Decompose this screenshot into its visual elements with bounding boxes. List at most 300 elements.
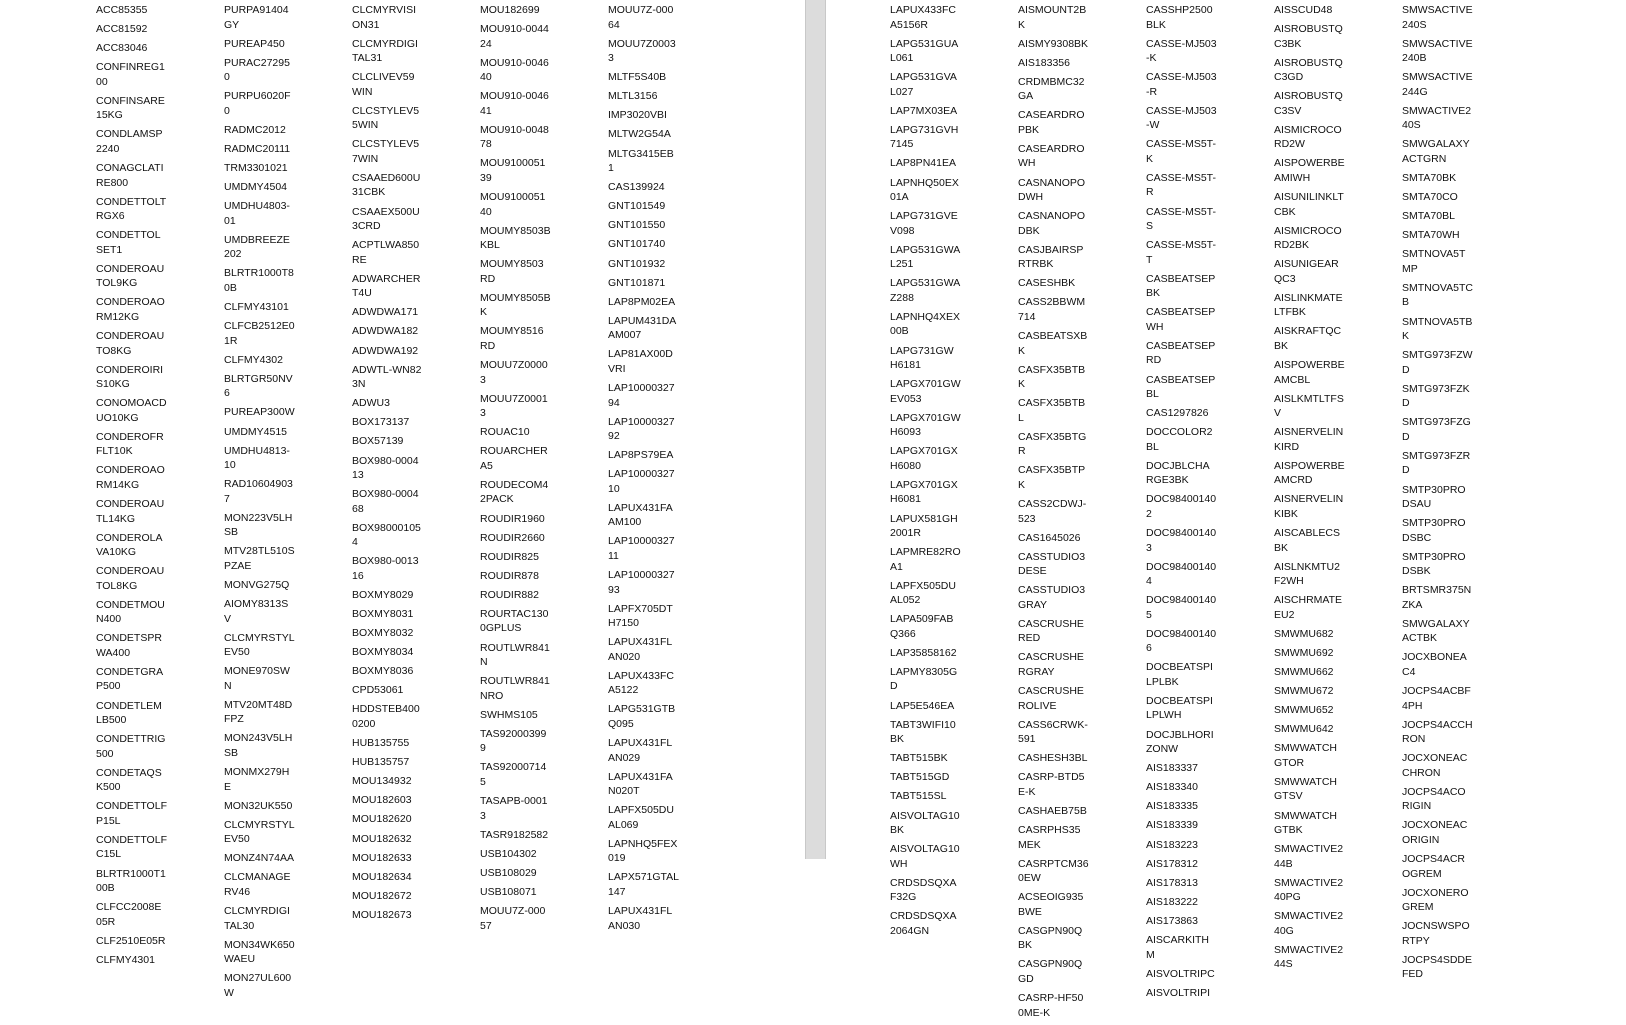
page1-column-1 bbox=[96, 3, 167, 972]
code-entry: CASEARDROWH bbox=[1018, 142, 1085, 170]
code-entry: ACPTLWA850RE bbox=[352, 239, 420, 266]
code-entry: CLCMYRVISION31 bbox=[352, 4, 416, 31]
code-entry: AISUNIGEARQC3 bbox=[1274, 258, 1339, 285]
code-entry: SMWMU692 bbox=[1274, 646, 1334, 659]
code-entry: CLFCB2512E01R bbox=[224, 320, 295, 347]
code-entry: SMWWATCHGTBK bbox=[1274, 809, 1337, 837]
code-entry: MONZ4N74AA bbox=[224, 852, 295, 865]
code-entry: LAPGX701GWH6093 bbox=[890, 411, 961, 439]
code-entry: CASBEATSEPBK bbox=[1146, 272, 1216, 300]
code-entry: SMWMU652 bbox=[1274, 704, 1334, 717]
code-entry: CLFMY4302 bbox=[224, 353, 283, 366]
code-entry: SMWMU672 bbox=[1274, 685, 1334, 698]
code-entry: MLTL3156 bbox=[608, 90, 658, 103]
code-entry: LAPG731GVEV098 bbox=[890, 210, 958, 237]
code-entry: TAS920007145 bbox=[480, 761, 547, 788]
code-entry: PUREAP300W bbox=[224, 406, 295, 419]
code-entry: CASSE-MS5T-K bbox=[1146, 138, 1217, 165]
code-entry: AISKRAFTQCBK bbox=[1274, 325, 1342, 352]
page1-column-5 bbox=[608, 3, 679, 938]
code-entry: AISVOLTRIPC bbox=[1146, 967, 1215, 980]
code-entry: USB108029 bbox=[480, 866, 537, 879]
code-entry: CASNANOPODWH bbox=[1018, 176, 1086, 204]
code-entry: SMTP30PRODSAU bbox=[1402, 483, 1466, 510]
code-entry: CASCRUSHERGRAY bbox=[1018, 651, 1084, 678]
code-entry: LAPG531GVAL027 bbox=[890, 71, 957, 98]
code-entry: CLCMYRSTYLEV50 bbox=[224, 818, 295, 846]
code-entry: CONDETAQSK500 bbox=[96, 766, 162, 794]
code-entry: MOU910-004640 bbox=[480, 56, 549, 84]
code-entry: AIS183337 bbox=[1146, 762, 1198, 775]
code-entry: MTV20MT48DFPZ bbox=[224, 698, 293, 726]
code-entry: CLCSTYLEV57WIN bbox=[352, 138, 420, 165]
code-entry: GNT101871 bbox=[608, 276, 666, 289]
code-entry: SMTP30PRODSBK bbox=[1402, 550, 1466, 578]
code-entry: MOU182603 bbox=[352, 794, 412, 807]
code-entry: CONFINREG100 bbox=[96, 61, 165, 88]
code-entry: CASRP-HF500ME-K bbox=[1018, 992, 1084, 1019]
code-entry: JOCPS4ACCHRON bbox=[1402, 718, 1473, 746]
code-entry: CLFMY43101 bbox=[224, 301, 289, 314]
code-entry: CASNANOPODBK bbox=[1018, 210, 1086, 237]
code-entry: CONDETTRIG500 bbox=[96, 733, 166, 760]
code-entry: CONDETLEMLB500 bbox=[96, 699, 162, 727]
code-entry: CONDEROAORM14KG bbox=[96, 464, 165, 491]
code-entry: HUB135757 bbox=[352, 756, 410, 769]
code-entry: MON34WK650WAEU bbox=[224, 938, 295, 966]
code-entry: CASBEATSXBK bbox=[1018, 330, 1088, 357]
code-entry: AIS173863 bbox=[1146, 914, 1198, 927]
code-entry: AISLKMTLTFSV bbox=[1274, 392, 1344, 420]
code-entry: CASSHP2500BLK bbox=[1146, 4, 1213, 31]
code-entry: AISUNILINKLTCBK bbox=[1274, 191, 1344, 218]
code-entry: CONOMOACDUO10KG bbox=[96, 397, 167, 424]
code-entry: CLCMYRSTYLEV50 bbox=[224, 631, 295, 659]
code-entry: LAP8PS79EA bbox=[608, 449, 674, 462]
code-entry: AIS183339 bbox=[1146, 819, 1198, 832]
code-entry: CONDETSPRWA400 bbox=[96, 632, 162, 659]
code-entry: CASESHBK bbox=[1018, 277, 1076, 290]
code-entry: LAPG531GUAL061 bbox=[890, 37, 959, 65]
code-entry: SMWGALAXYACTBK bbox=[1402, 617, 1470, 645]
code-entry: CASRPHS35MEK bbox=[1018, 824, 1081, 851]
code-entry: SMTG973FZRD bbox=[1402, 449, 1471, 477]
code-entry: DOC984001406 bbox=[1146, 627, 1217, 655]
code-entry: ROUTLWR841N bbox=[480, 641, 550, 669]
code-entry: CASSTUDIO3GRAY bbox=[1018, 584, 1086, 611]
code-entry: ROUDIR2660 bbox=[480, 531, 545, 544]
code-entry: CASGPN90QBK bbox=[1018, 924, 1083, 952]
code-entry: CONDEROIRIS10KG bbox=[96, 363, 164, 391]
code-entry: LAPFX505DUAL052 bbox=[890, 579, 956, 607]
code-entry: AISMY9308BK bbox=[1018, 37, 1089, 50]
code-entry: ROUDIR1960 bbox=[480, 512, 545, 525]
page-gutter bbox=[805, 0, 826, 859]
code-entry: PURPA91404GY bbox=[224, 4, 289, 31]
code-entry: RADMC20111 bbox=[224, 142, 291, 155]
code-entry: ROURTAC1300GPLUS bbox=[480, 607, 549, 635]
code-entry: CONDETMOUN400 bbox=[96, 598, 165, 626]
code-entry: CASBEATSEPRD bbox=[1146, 339, 1216, 367]
code-entry: MON243V5LHSB bbox=[224, 732, 293, 759]
code-entry: TABT515SL bbox=[890, 790, 947, 803]
code-entry: AIS183340 bbox=[1146, 781, 1198, 794]
code-entry: MOUMY8503RD bbox=[480, 258, 544, 285]
code-entry: MOU910-004878 bbox=[480, 123, 549, 151]
code-entry: CONDEROAUTL14KG bbox=[96, 498, 165, 525]
code-entry: AISLINKMATELTFBK bbox=[1274, 291, 1343, 319]
code-entry: LAP1000032792 bbox=[608, 415, 675, 443]
code-entry: SMTA70BL bbox=[1402, 210, 1455, 223]
code-entry: DOC984001404 bbox=[1146, 560, 1217, 588]
code-entry: SMWACTIVE240S bbox=[1402, 104, 1472, 132]
code-entry: TABT3WIFI10BK bbox=[890, 718, 956, 746]
code-entry: SMTG973FZGD bbox=[1402, 416, 1471, 443]
code-entry: BOXMY8032 bbox=[352, 627, 414, 640]
code-entry: CLCMYRDIGITAL30 bbox=[224, 905, 290, 932]
page2-column-1 bbox=[890, 3, 961, 943]
code-entry: AISPOWERBEAMCBL bbox=[1274, 359, 1345, 386]
code-entry: BLRTR1000T100B bbox=[96, 867, 166, 895]
code-entry: MOU182620 bbox=[352, 813, 412, 826]
code-entry: DOCBEATSPILPLWH bbox=[1146, 694, 1213, 722]
code-entry: TASAPB-00013 bbox=[480, 795, 548, 822]
code-entry: CASSE-MJ503-R bbox=[1146, 71, 1217, 98]
code-entry: CASHAEB75B bbox=[1018, 804, 1087, 817]
code-entry: CASEARDROPBK bbox=[1018, 109, 1085, 136]
code-entry: UMDMY4504 bbox=[224, 181, 288, 194]
code-entry: PUREAP450 bbox=[224, 37, 285, 50]
code-entry: SMTNOVA5TMP bbox=[1402, 248, 1466, 275]
code-entry: MOU910-004641 bbox=[480, 90, 549, 117]
code-entry: LAP1000032710 bbox=[608, 468, 675, 495]
code-entry: MOU910-004424 bbox=[480, 23, 549, 50]
code-entry: CONDEROAUTOL9KG bbox=[96, 262, 165, 290]
code-entry: MOU182699 bbox=[480, 4, 540, 16]
code-entry: AIS178312 bbox=[1146, 857, 1198, 870]
code-entry: TABT515BK bbox=[890, 752, 948, 765]
code-entry: MLTF5S40B bbox=[608, 71, 667, 84]
code-entry: LAP1000032793 bbox=[608, 569, 675, 596]
code-entry: BOXMY8036 bbox=[352, 665, 414, 678]
code-entry: USB104302 bbox=[480, 847, 537, 860]
code-entry: CAS1297826 bbox=[1146, 407, 1209, 420]
code-entry: AISMICROCORD2W bbox=[1274, 123, 1342, 151]
code-entry: AIS183222 bbox=[1146, 895, 1198, 908]
code-entry: BOXMY8034 bbox=[352, 646, 414, 659]
code-entry: SMWMU642 bbox=[1274, 723, 1334, 736]
code-entry: CASRPTCM360EW bbox=[1018, 857, 1089, 885]
code-entry: MOU134932 bbox=[352, 775, 412, 788]
code-entry: CASSE-MJ503-K bbox=[1146, 37, 1217, 65]
code-entry: CLF2510E05R bbox=[96, 934, 166, 947]
code-entry: MON32UK550 bbox=[224, 799, 293, 812]
code-entry: LAPUX433FCA5156R bbox=[890, 4, 956, 31]
code-entry: SMWWATCHGTOR bbox=[1274, 742, 1337, 769]
code-entry: JOCPS4ACROGREM bbox=[1402, 853, 1466, 880]
code-entry: LAPNHQ4XEX00B bbox=[890, 310, 961, 338]
code-entry: CAS139924 bbox=[608, 181, 665, 194]
code-entry: CASJBAIRSPRTRBK bbox=[1018, 243, 1084, 271]
code-entry: ROUDIR882 bbox=[480, 588, 539, 601]
code-entry: AISROBUSTQC3GD bbox=[1274, 56, 1343, 84]
code-entry: UMDHU4803-01 bbox=[224, 200, 290, 227]
code-entry: BOX173137 bbox=[352, 416, 410, 429]
code-entry: JOCXONEACORIGIN bbox=[1402, 819, 1468, 846]
code-entry: LAPUX431FAAM100 bbox=[608, 501, 673, 529]
code-entry: CONDEROAUTO8KG bbox=[96, 330, 165, 357]
code-entry: MOU910005139 bbox=[480, 157, 546, 184]
code-entry: ADWDWA192 bbox=[352, 344, 419, 357]
code-entry: CONAGCLATIRE800 bbox=[96, 162, 164, 189]
code-entry: ROUDIR825 bbox=[480, 550, 539, 563]
code-entry: CONDEROLAVA10KG bbox=[96, 531, 163, 559]
page1-column-2 bbox=[224, 3, 295, 1005]
code-entry: SMWACTIVE244S bbox=[1274, 943, 1344, 971]
code-entry: JOCPS4ACBF4PH bbox=[1402, 685, 1471, 712]
code-entry: CASS2BBWM714 bbox=[1018, 296, 1086, 323]
code-entry: ACC83046 bbox=[96, 42, 148, 55]
page1-column-4 bbox=[480, 3, 551, 938]
code-entry: CASRP-BTD5E-K bbox=[1018, 771, 1085, 798]
code-entry: CASFX35BTBL bbox=[1018, 397, 1086, 424]
code-entry: LAPUX431FAN020T bbox=[608, 770, 673, 798]
right-page bbox=[826, 0, 1626, 1019]
code-entry: SMTG973FZKD bbox=[1402, 382, 1470, 410]
code-entry: LAP1000032711 bbox=[608, 535, 675, 562]
code-entry: BRTSMR375NZKA bbox=[1402, 584, 1472, 611]
code-entry: LAPUX433FCA5122 bbox=[608, 669, 674, 697]
page2-column-2 bbox=[1018, 3, 1089, 1025]
page1-column-3 bbox=[352, 3, 423, 927]
code-entry: BLRTR1000T80B bbox=[224, 267, 294, 294]
code-entry: GNT101932 bbox=[608, 257, 666, 270]
code-entry: CASS6CRWK-591 bbox=[1018, 718, 1088, 746]
page2-column-4 bbox=[1274, 3, 1345, 977]
code-entry: SMTA70CO bbox=[1402, 191, 1458, 204]
code-entry: CPD53061 bbox=[352, 684, 404, 697]
code-entry: JOCPS4ACORIGIN bbox=[1402, 785, 1466, 813]
code-entry: HUB135755 bbox=[352, 737, 410, 750]
code-entry: CASFX35BTPK bbox=[1018, 464, 1086, 491]
code-entry: CASSE-MS5T-T bbox=[1146, 239, 1217, 266]
code-entry: DOCCOLOR2BL bbox=[1146, 426, 1213, 453]
code-entry: ROUDIR878 bbox=[480, 569, 539, 582]
code-entry: JOCXONEACCHRON bbox=[1402, 752, 1468, 779]
code-entry: AISLNKMTU2F2WH bbox=[1274, 560, 1340, 588]
code-entry: AISNERVELINKIRD bbox=[1274, 426, 1344, 453]
code-entry: MOUU7Z00003 bbox=[480, 359, 548, 386]
code-entry: AISROBUSTQC3BK bbox=[1274, 23, 1343, 50]
code-entry: ACSEOIG935BWE bbox=[1018, 891, 1084, 918]
code-entry: MON223V5LHSB bbox=[224, 511, 293, 539]
code-entry: CASS2CDWJ-523 bbox=[1018, 498, 1087, 525]
code-entry: LAP1000032794 bbox=[608, 382, 675, 409]
code-entry: ACC81592 bbox=[96, 23, 148, 36]
code-entry: LAPG531GWAL251 bbox=[890, 243, 961, 271]
code-entry: CASFX35BTBK bbox=[1018, 363, 1086, 391]
code-entry: ADWU3 bbox=[352, 397, 390, 410]
code-entry: ROUARCHERA5 bbox=[480, 445, 548, 472]
code-entry: CONDEROAORM12KG bbox=[96, 296, 165, 323]
left-page bbox=[0, 0, 805, 999]
code-entry: MOU182634 bbox=[352, 870, 412, 883]
code-entry: LAPG731GWH6181 bbox=[890, 344, 954, 372]
code-entry: AIS183356 bbox=[1018, 56, 1070, 69]
code-entry: CASSE-MS5T-R bbox=[1146, 171, 1217, 199]
code-entry: TABT515GD bbox=[890, 771, 950, 784]
code-entry: CASSE-MS5T-S bbox=[1146, 205, 1217, 233]
code-entry: HDDSTEB4000200 bbox=[352, 703, 420, 730]
code-entry: DOCJBLCHARGE3BK bbox=[1146, 459, 1210, 487]
code-entry: GNT101549 bbox=[608, 200, 666, 213]
code-entry: LAP7MX03EA bbox=[890, 104, 958, 117]
code-entry: AISPOWERBEAMCRD bbox=[1274, 459, 1345, 487]
code-entry: MOU182632 bbox=[352, 832, 412, 845]
code-entry: MONVG275Q bbox=[224, 578, 290, 591]
code-entry: LAPUX431FLAN030 bbox=[608, 905, 673, 932]
code-entry: ROUAC10 bbox=[480, 426, 530, 439]
code-entry: UMDHU4813-10 bbox=[224, 444, 290, 472]
code-entry: CASCRUSHEROLIVE bbox=[1018, 685, 1084, 712]
code-entry: LAPG531GWAZ288 bbox=[890, 277, 961, 304]
code-entry: DOCJBLHORIZONW bbox=[1146, 728, 1214, 756]
code-entry: JOCPS4SDDEFED bbox=[1402, 953, 1473, 981]
code-entry: CONFINSARE15KG bbox=[96, 94, 165, 122]
code-entry: CASCRUSHERED bbox=[1018, 617, 1084, 645]
code-entry: LAP35858162 bbox=[890, 646, 957, 659]
code-entry: ADWDWA182 bbox=[352, 325, 419, 338]
code-entry: SMWMU662 bbox=[1274, 665, 1334, 678]
code-entry: CONDEROFRFLT10K bbox=[96, 430, 164, 458]
code-entry: LAP5E546EA bbox=[890, 699, 955, 712]
code-entry: LAPFX705DTH7150 bbox=[608, 602, 673, 630]
code-entry: JOCXONEROGREM bbox=[1402, 886, 1469, 914]
code-entry: GNT101740 bbox=[608, 238, 666, 251]
code-entry: GNT101550 bbox=[608, 219, 666, 232]
code-entry: ADWTL-WN823N bbox=[352, 363, 422, 391]
code-entry: AISCHRMATEEU2 bbox=[1274, 594, 1343, 621]
code-entry: MOU910005140 bbox=[480, 191, 546, 218]
code-entry: DOC984001403 bbox=[1146, 527, 1217, 554]
code-entry: SMWSACTIVE240B bbox=[1402, 37, 1473, 65]
code-entry: LAPA509FABQ366 bbox=[890, 613, 954, 640]
code-entry: CONDETTOLSET1 bbox=[96, 229, 161, 256]
code-entry: ROUTLWR841NRO bbox=[480, 675, 550, 702]
code-entry: SMWGALAXYACTGRN bbox=[1402, 138, 1470, 165]
code-entry: SMTNOVA5TCB bbox=[1402, 281, 1473, 309]
code-entry: AIS183223 bbox=[1146, 838, 1198, 851]
code-entry: AISCARKITHM bbox=[1146, 934, 1210, 961]
code-entry: UMDMY4515 bbox=[224, 425, 288, 438]
code-entry: AISNERVELINKIBK bbox=[1274, 493, 1344, 520]
code-entry: BOX980-001316 bbox=[352, 555, 419, 582]
code-entry: ROUDECOM42PACK bbox=[480, 478, 549, 506]
code-entry: MOUU7Z00033 bbox=[608, 37, 676, 65]
code-entry: LAPUX431FLAN029 bbox=[608, 737, 673, 764]
code-entry: MOU182673 bbox=[352, 908, 412, 921]
code-entry: CASSE-MJ503-W bbox=[1146, 104, 1217, 132]
code-entry: CRDSDSQXAF32G bbox=[890, 876, 957, 904]
code-entry: BOX980001054 bbox=[352, 521, 421, 549]
code-entry: SMWACTIVE240PG bbox=[1274, 876, 1344, 904]
code-entry: CLFCC2008E05R bbox=[96, 901, 162, 928]
code-entry: CONDETTOLFP15L bbox=[96, 800, 167, 827]
code-entry: CONDETTOLFC15L bbox=[96, 833, 167, 861]
code-entry: RADMC2012 bbox=[224, 123, 286, 136]
page2-column-3 bbox=[1146, 3, 1217, 1005]
code-entry: CLFMY4301 bbox=[96, 953, 155, 966]
code-entry: TRM3301021 bbox=[224, 162, 288, 175]
code-entry: AISMOUNT2BK bbox=[1018, 4, 1087, 31]
code-entry: CLCSTYLEV55WIN bbox=[352, 104, 420, 132]
code-entry: AIOMY8313SV bbox=[224, 598, 289, 625]
code-entry: CLCLIVEV59WIN bbox=[352, 71, 415, 98]
code-entry: LAPNHQ50EX01A bbox=[890, 176, 959, 204]
code-entry: BOXMY8029 bbox=[352, 588, 414, 601]
code-entry: SMTP30PRODSBC bbox=[1402, 517, 1466, 544]
code-entry: SMWACTIVE244B bbox=[1274, 843, 1344, 870]
page2-column-5 bbox=[1402, 3, 1473, 986]
code-entry: LAPUX431FLAN020 bbox=[608, 636, 673, 663]
code-entry: LAPFX505DUAL069 bbox=[608, 804, 674, 831]
code-entry: SMTA70BK bbox=[1402, 171, 1457, 184]
code-entry: UMDBREEZE202 bbox=[224, 233, 290, 261]
code-entry: AISMICROCORD2BK bbox=[1274, 224, 1342, 252]
code-entry: CSAAEX500U3CRD bbox=[352, 205, 420, 233]
code-entry: CRDMBMC32GA bbox=[1018, 75, 1085, 103]
code-entry: AISVOLTRIPI bbox=[1146, 986, 1210, 999]
code-entry: ADWARCHERT4U bbox=[352, 272, 421, 300]
code-entry: LAP81AX00DVRI bbox=[608, 348, 673, 375]
code-entry: BOX980-000468 bbox=[352, 488, 419, 515]
code-entry: LAPGX701GWEV053 bbox=[890, 378, 961, 405]
code-entry: LAPNHQ5FEX019 bbox=[608, 837, 678, 865]
code-entry: CLCMANAGERV46 bbox=[224, 871, 291, 898]
code-entry: CONDETGRAP500 bbox=[96, 665, 164, 693]
code-entry: MOUU7Z00013 bbox=[480, 392, 548, 420]
code-entry: MTV28TL510SPZAE bbox=[224, 545, 295, 572]
code-entry: CASBEATSEPBL bbox=[1146, 373, 1216, 401]
code-entry: AISSCUD48 bbox=[1274, 4, 1333, 16]
code-entry: MONE970SWN bbox=[224, 665, 290, 692]
code-entry: MOU182633 bbox=[352, 851, 412, 864]
code-entry: AISCABLECSBK bbox=[1274, 527, 1340, 554]
code-entry: LAPG731GVH7145 bbox=[890, 123, 959, 151]
code-entry: RAD106049037 bbox=[224, 478, 293, 505]
code-entry: SWHMS105 bbox=[480, 708, 538, 721]
code-entry: LAPG531GTBQ095 bbox=[608, 703, 676, 730]
code-entry: AIS178313 bbox=[1146, 876, 1198, 889]
code-entry: LAPUM431DAAM007 bbox=[608, 314, 677, 342]
code-entry: CASSTUDIO3DESE bbox=[1018, 550, 1086, 578]
code-entry: MONMX279HE bbox=[224, 766, 290, 793]
code-entry: PURPU6020F0 bbox=[224, 90, 291, 117]
code-entry: CAS1645026 bbox=[1018, 531, 1081, 544]
code-entry: SMTNOVA5TBK bbox=[1402, 315, 1473, 343]
code-entry: TASR9182582 bbox=[480, 828, 549, 841]
code-entry: SMTG973FZWD bbox=[1402, 349, 1473, 376]
code-entry: MOUU7Z-00057 bbox=[480, 905, 546, 932]
code-entry: MOUMY8516RD bbox=[480, 325, 544, 352]
code-entry: SMWSACTIVE244G bbox=[1402, 71, 1473, 98]
code-entry: AISVOLTAG10WH bbox=[890, 843, 960, 870]
code-entry: MOUMY8505BK bbox=[480, 291, 551, 319]
code-entry: BOX980-000413 bbox=[352, 454, 419, 481]
code-entry: BOX57139 bbox=[352, 435, 404, 448]
code-entry: SMWSACTIVE240S bbox=[1402, 4, 1473, 31]
code-entry: LAPX571GTAL147 bbox=[608, 871, 680, 898]
